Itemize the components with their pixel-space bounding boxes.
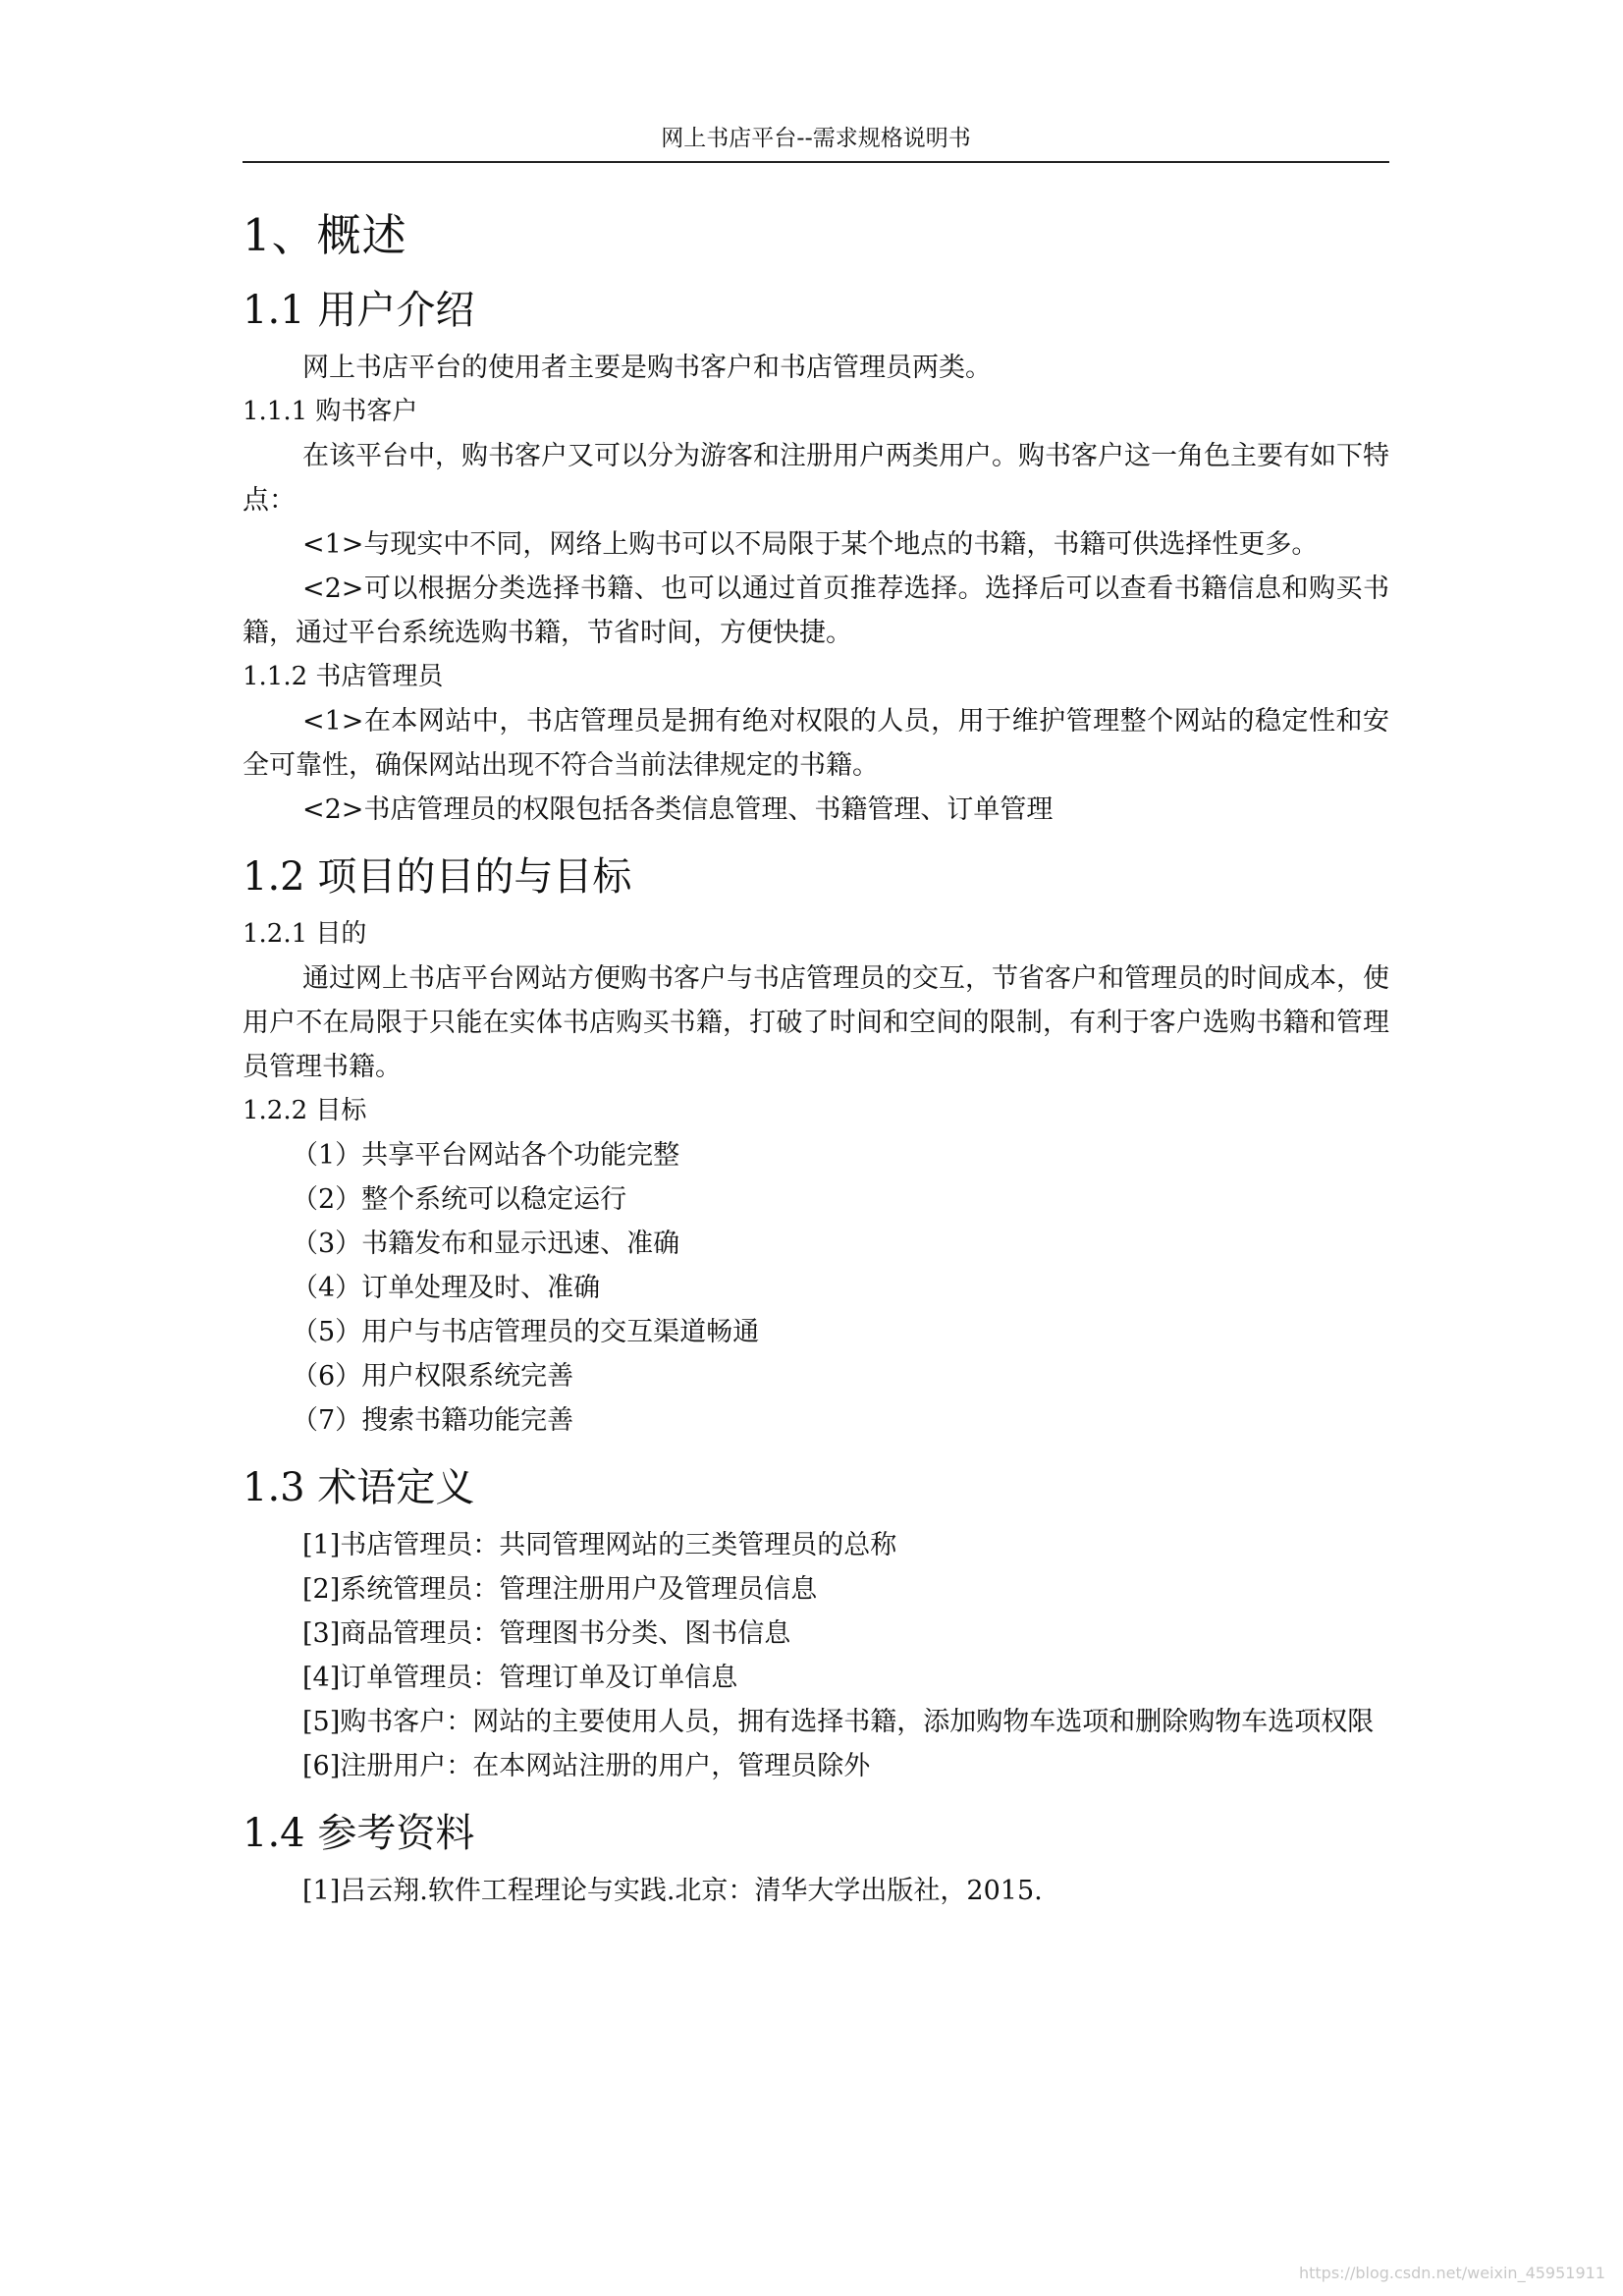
term-key: [3]商品管理员：: [302, 1618, 500, 1649]
paragraph: <2>可以根据分类选择书籍、也可以通过首页推荐选择。选择后可以查看书籍信息和购买书籍，通过平台系统选购书籍，节省时间，方便快捷。: [243, 574, 1389, 648]
paragraph: <1>在本网站中，书店管理员是拥有绝对权限的人员，用于维护管理整个网站的稳定性和安全可靠性，确保网站出现不符合当前法律规定的书籍。: [243, 706, 1389, 781]
term-value: 管理注册用户及管理员信息: [499, 1574, 818, 1605]
section-1-2-1-heading: 1.2.1 目的: [243, 919, 367, 949]
document-body: [243, 177, 1389, 1913]
goal-item: （4）订单处理及时、准确: [292, 1273, 601, 1303]
term-definition: [243, 1744, 1389, 1788]
paragraph: 在该平台中，购书客户又可以分为游客和注册用户两类用户。购书客户这一角色主要有如下特点：: [243, 441, 1389, 516]
reference-item: [1]吕云翔.软件工程理论与实践.北京：清华大学出版社，2015.: [302, 1876, 1043, 1906]
term-value: 共同管理网站的三类管理员的总称: [499, 1530, 897, 1560]
section-1-1-2-heading: 1.1.2 书店管理员: [243, 662, 444, 691]
term-definition: [243, 1523, 1389, 1567]
paragraph: <2>书店管理员的权限包括各类信息管理、书籍管理、订单管理: [302, 794, 1054, 825]
goal-item: （5）用户与书店管理员的交互渠道畅通: [292, 1317, 760, 1347]
term-definition: [243, 1700, 1389, 1744]
term-value: 管理订单及订单信息: [499, 1663, 738, 1693]
term-definition: [243, 1656, 1389, 1700]
page-header: [243, 116, 1389, 163]
section-1-heading: 1、概述: [243, 209, 407, 261]
term-definition: [243, 1612, 1389, 1656]
term-value: 在本网站注册的用户，管理员除外: [472, 1751, 871, 1781]
goal-item: （6）用户权限系统完善: [292, 1361, 574, 1392]
goal-item: （2）整个系统可以稳定运行: [292, 1184, 627, 1215]
term-key: [6]注册用户：: [302, 1751, 473, 1781]
term-value: 管理图书分类、图书信息: [499, 1618, 791, 1649]
goal-item: （7）搜索书籍功能完善: [292, 1405, 574, 1436]
term-key: [2]系统管理员：: [302, 1574, 500, 1605]
section-1-1-1-heading: 1.1.1 购书客户: [243, 397, 418, 426]
paragraph: 通过网上书店平台网站方便购书客户与书店管理员的交互，节省客户和管理员的时间成本，使用户不在局限于只能在实体书店购买书籍，打破了时间和空间的限制，有利于客户选购书籍和管理员管理书籍。: [243, 963, 1389, 1082]
paragraph: 网上书店平台的使用者主要是购书客户和书店管理员两类。: [302, 353, 992, 383]
section-1-1-heading: 1.1 用户介绍: [243, 288, 475, 333]
section-1-4-heading: 1.4 参考资料: [243, 1811, 475, 1856]
term-key: [4]订单管理员：: [302, 1663, 500, 1693]
term-definition: [243, 1567, 1389, 1612]
section-1-3-heading: 1.3 术语定义: [243, 1465, 475, 1510]
header-title: 网上书店平台--需求规格说明书: [661, 126, 971, 151]
goal-item: （3）书籍发布和显示迅速、准确: [292, 1229, 680, 1259]
watermark: https://blog.csdn.net/weixin_45951911: [1298, 2264, 1605, 2282]
term-value: 网站的主要使用人员，拥有选择书籍，添加购物车选项和删除购物车选项权限: [472, 1707, 1375, 1737]
term-key: [1]书店管理员：: [302, 1530, 500, 1560]
section-1-2-heading: 1.2 项目的目的与目标: [243, 854, 632, 900]
term-key: [5]购书客户：: [302, 1707, 473, 1737]
goal-item: （1）共享平台网站各个功能完整: [292, 1140, 680, 1171]
paragraph: <1>与现实中不同，网络上购书可以不局限于某个地点的书籍，书籍可供选择性更多。: [302, 529, 1319, 560]
section-1-2-2-heading: 1.2.2 目标: [243, 1096, 367, 1125]
